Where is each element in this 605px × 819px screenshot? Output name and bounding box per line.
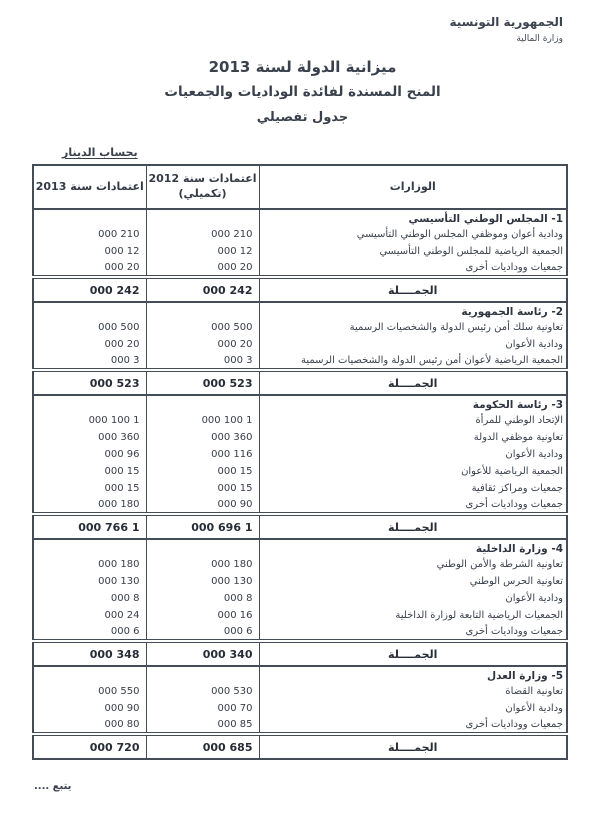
- table-row: [33, 336, 567, 353]
- section-total-row-5: [33, 734, 567, 759]
- empty-amount-2012: [146, 209, 259, 226]
- amount-2013: 500 000: [33, 319, 146, 336]
- table-row: [33, 590, 567, 607]
- section-total-row-1: [33, 277, 567, 302]
- row-label: ودادية الأعوان: [259, 446, 567, 463]
- amount-2013: 180 000: [33, 556, 146, 573]
- amount-2012: 3 000: [146, 353, 259, 370]
- amount-2012: 500 000: [146, 319, 259, 336]
- row-label: تعاونية القضاة: [259, 683, 567, 700]
- amount-2012: 20 000: [146, 260, 259, 277]
- letterhead: [449, 15, 563, 44]
- table-row: [33, 624, 567, 641]
- empty-amount-2012: [146, 666, 259, 683]
- row-label: ودادية أعوان وموظفي المجلس الوطني التأسيسي: [259, 226, 567, 243]
- table-row: [33, 319, 567, 336]
- total-amount-2013: 242 000: [33, 277, 146, 302]
- row-label: ودادية الأعوان: [259, 590, 567, 607]
- row-label: تعاونية الشرطة والأمن الوطني: [259, 556, 567, 573]
- continued-note: يتبع ....: [34, 781, 72, 792]
- table-row: [33, 412, 567, 429]
- amount-2012: 12 000: [146, 243, 259, 260]
- section-total-row-3: [33, 514, 567, 539]
- empty-amount-2012: [146, 302, 259, 319]
- amount-2013: 12 000: [33, 243, 146, 260]
- section-title: 5- وزارة العدل: [259, 666, 567, 683]
- total-amount-2012: 242 000: [146, 277, 259, 302]
- amount-2012: 116 000: [146, 446, 259, 463]
- table-row: [33, 497, 567, 514]
- section-total-row-2: [33, 370, 567, 395]
- table-row: [33, 260, 567, 277]
- amount-2012: 20 000: [146, 336, 259, 353]
- row-label: الإتحاد الوطني للمرأة: [259, 412, 567, 429]
- row-label: الجمعية الرياضية لأعوان أمن رئيس الدولة والشخصيات الرسمية: [259, 353, 567, 370]
- amount-2012: 90 000: [146, 497, 259, 514]
- table-row: [33, 480, 567, 497]
- amount-2013: 15 000: [33, 480, 146, 497]
- table-row: [33, 446, 567, 463]
- letterhead-country: الجمهورية التونسية: [449, 15, 563, 29]
- amount-2013: 360 000: [33, 429, 146, 446]
- empty-amount-2013: [33, 395, 146, 412]
- total-amount-2012: 340 000: [146, 641, 259, 666]
- amount-2013: 8 000: [33, 590, 146, 607]
- amount-2012: 15 000: [146, 463, 259, 480]
- section-header-row-4: [33, 539, 567, 556]
- amount-2013: 550 000: [33, 683, 146, 700]
- document-title-sub: المنح المسندة لفائدة الوداديات والجمعيات: [164, 84, 441, 100]
- empty-amount-2013: [33, 302, 146, 319]
- amount-2013: 210 000: [33, 226, 146, 243]
- amount-2013: 6 000: [33, 624, 146, 641]
- total-amount-2013: 523 000: [33, 370, 146, 395]
- amount-2013: 1 100 000: [33, 412, 146, 429]
- section-total-row-4: [33, 641, 567, 666]
- amount-2012: 1 100 000: [146, 412, 259, 429]
- row-label: جمعيات ووداديات أخرى: [259, 717, 567, 734]
- amount-2012: 530 000: [146, 683, 259, 700]
- amount-2013: 90 000: [33, 700, 146, 717]
- table-row: [33, 226, 567, 243]
- row-label: تعاونية موظفي الدولة: [259, 429, 567, 446]
- total-amount-2013: 1 766 000: [33, 514, 146, 539]
- amount-2013: 96 000: [33, 446, 146, 463]
- total-amount-2012: 523 000: [146, 370, 259, 395]
- section-title: 1- المجلس الوطني التأسيسي: [259, 209, 567, 226]
- total-label: الجمــــلة: [259, 641, 567, 666]
- row-label: تعاونية الحرس الوطني: [259, 573, 567, 590]
- table-row: [33, 353, 567, 370]
- document-titles: [0, 58, 605, 125]
- section-title: 4- وزارة الداخلية: [259, 539, 567, 556]
- row-label: تعاونية سلك أمن رئيس الدولة والشخصيات الرسمية: [259, 319, 567, 336]
- row-label: جمعيات ومراكز ثقافية: [259, 480, 567, 497]
- empty-amount-2013: [33, 209, 146, 226]
- total-amount-2013: 720 000: [33, 734, 146, 759]
- amount-2013: 3 000: [33, 353, 146, 370]
- empty-amount-2013: [33, 539, 146, 556]
- table-row: [33, 700, 567, 717]
- amount-2012: 85 000: [146, 717, 259, 734]
- total-label: الجمــــلة: [259, 514, 567, 539]
- row-label: ودادية الأعوان: [259, 700, 567, 717]
- section-header-row-1: [33, 209, 567, 226]
- empty-amount-2012: [146, 539, 259, 556]
- total-label: الجمــــلة: [259, 734, 567, 759]
- total-amount-2012: 685 000: [146, 734, 259, 759]
- amount-2012: 180 000: [146, 556, 259, 573]
- table-header-row: [33, 165, 567, 209]
- col-header-ministries: الوزارات: [259, 165, 567, 209]
- amount-2013: 24 000: [33, 607, 146, 624]
- amount-2012: 15 000: [146, 480, 259, 497]
- amount-2013: 20 000: [33, 260, 146, 277]
- table-row: [33, 556, 567, 573]
- table-row: [33, 429, 567, 446]
- amount-2013: 15 000: [33, 463, 146, 480]
- amount-2012: 210 000: [146, 226, 259, 243]
- budget-table-body: [33, 209, 567, 759]
- row-label: جمعيات ووداديات أخرى: [259, 260, 567, 277]
- section-header-row-5: [33, 666, 567, 683]
- total-amount-2013: 348 000: [33, 641, 146, 666]
- row-label: الجمعيات الرياضية التابعة لوزارة الداخلية: [259, 607, 567, 624]
- document-title-main: ميزانية الدولة لسنة 2013: [208, 58, 397, 76]
- letterhead-ministry: وزارة المالية: [516, 34, 563, 44]
- document-title-table-type: جدول تفصيلي: [256, 110, 349, 125]
- currency-note: بحساب الدينار: [62, 146, 138, 159]
- table-row: [33, 463, 567, 480]
- table-row: [33, 683, 567, 700]
- amount-2012: 70 000: [146, 700, 259, 717]
- empty-amount-2012: [146, 395, 259, 412]
- amount-2013: 180 000: [33, 497, 146, 514]
- amount-2013: 130 000: [33, 573, 146, 590]
- table-row: [33, 243, 567, 260]
- col-header-2012: [146, 165, 259, 209]
- budget-table: [32, 164, 568, 760]
- section-title: 3- رئاسة الحكومة: [259, 395, 567, 412]
- amount-2013: 20 000: [33, 336, 146, 353]
- amount-2012: 6 000: [146, 624, 259, 641]
- total-label: الجمــــلة: [259, 277, 567, 302]
- row-label: الجمعية الرياضية للمجلس الوطني التأسيسي: [259, 243, 567, 260]
- section-header-row-3: [33, 395, 567, 412]
- table-row: [33, 607, 567, 624]
- empty-amount-2013: [33, 666, 146, 683]
- section-title: 2- رئاسة الجمهورية: [259, 302, 567, 319]
- col-header-2012-line2: (تكميلي): [178, 187, 227, 200]
- table-row: [33, 573, 567, 590]
- total-label: الجمــــلة: [259, 370, 567, 395]
- amount-2013: 80 000: [33, 717, 146, 734]
- row-label: الجمعية الرياضية للأعوان: [259, 463, 567, 480]
- amount-2012: 8 000: [146, 590, 259, 607]
- row-label: جمعيات ووداديات أخرى: [259, 624, 567, 641]
- section-header-row-2: [33, 302, 567, 319]
- total-amount-2012: 1 696 000: [146, 514, 259, 539]
- amount-2012: 16 000: [146, 607, 259, 624]
- col-header-2013: اعتمادات سنة 2013: [33, 165, 146, 209]
- row-label: جمعيات ووداديات أخرى: [259, 497, 567, 514]
- col-header-2012-line1: اعتمادات سنة 2012: [148, 172, 257, 186]
- row-label: ودادية الأعوان: [259, 336, 567, 353]
- amount-2012: 130 000: [146, 573, 259, 590]
- table-row: [33, 717, 567, 734]
- amount-2012: 360 000: [146, 429, 259, 446]
